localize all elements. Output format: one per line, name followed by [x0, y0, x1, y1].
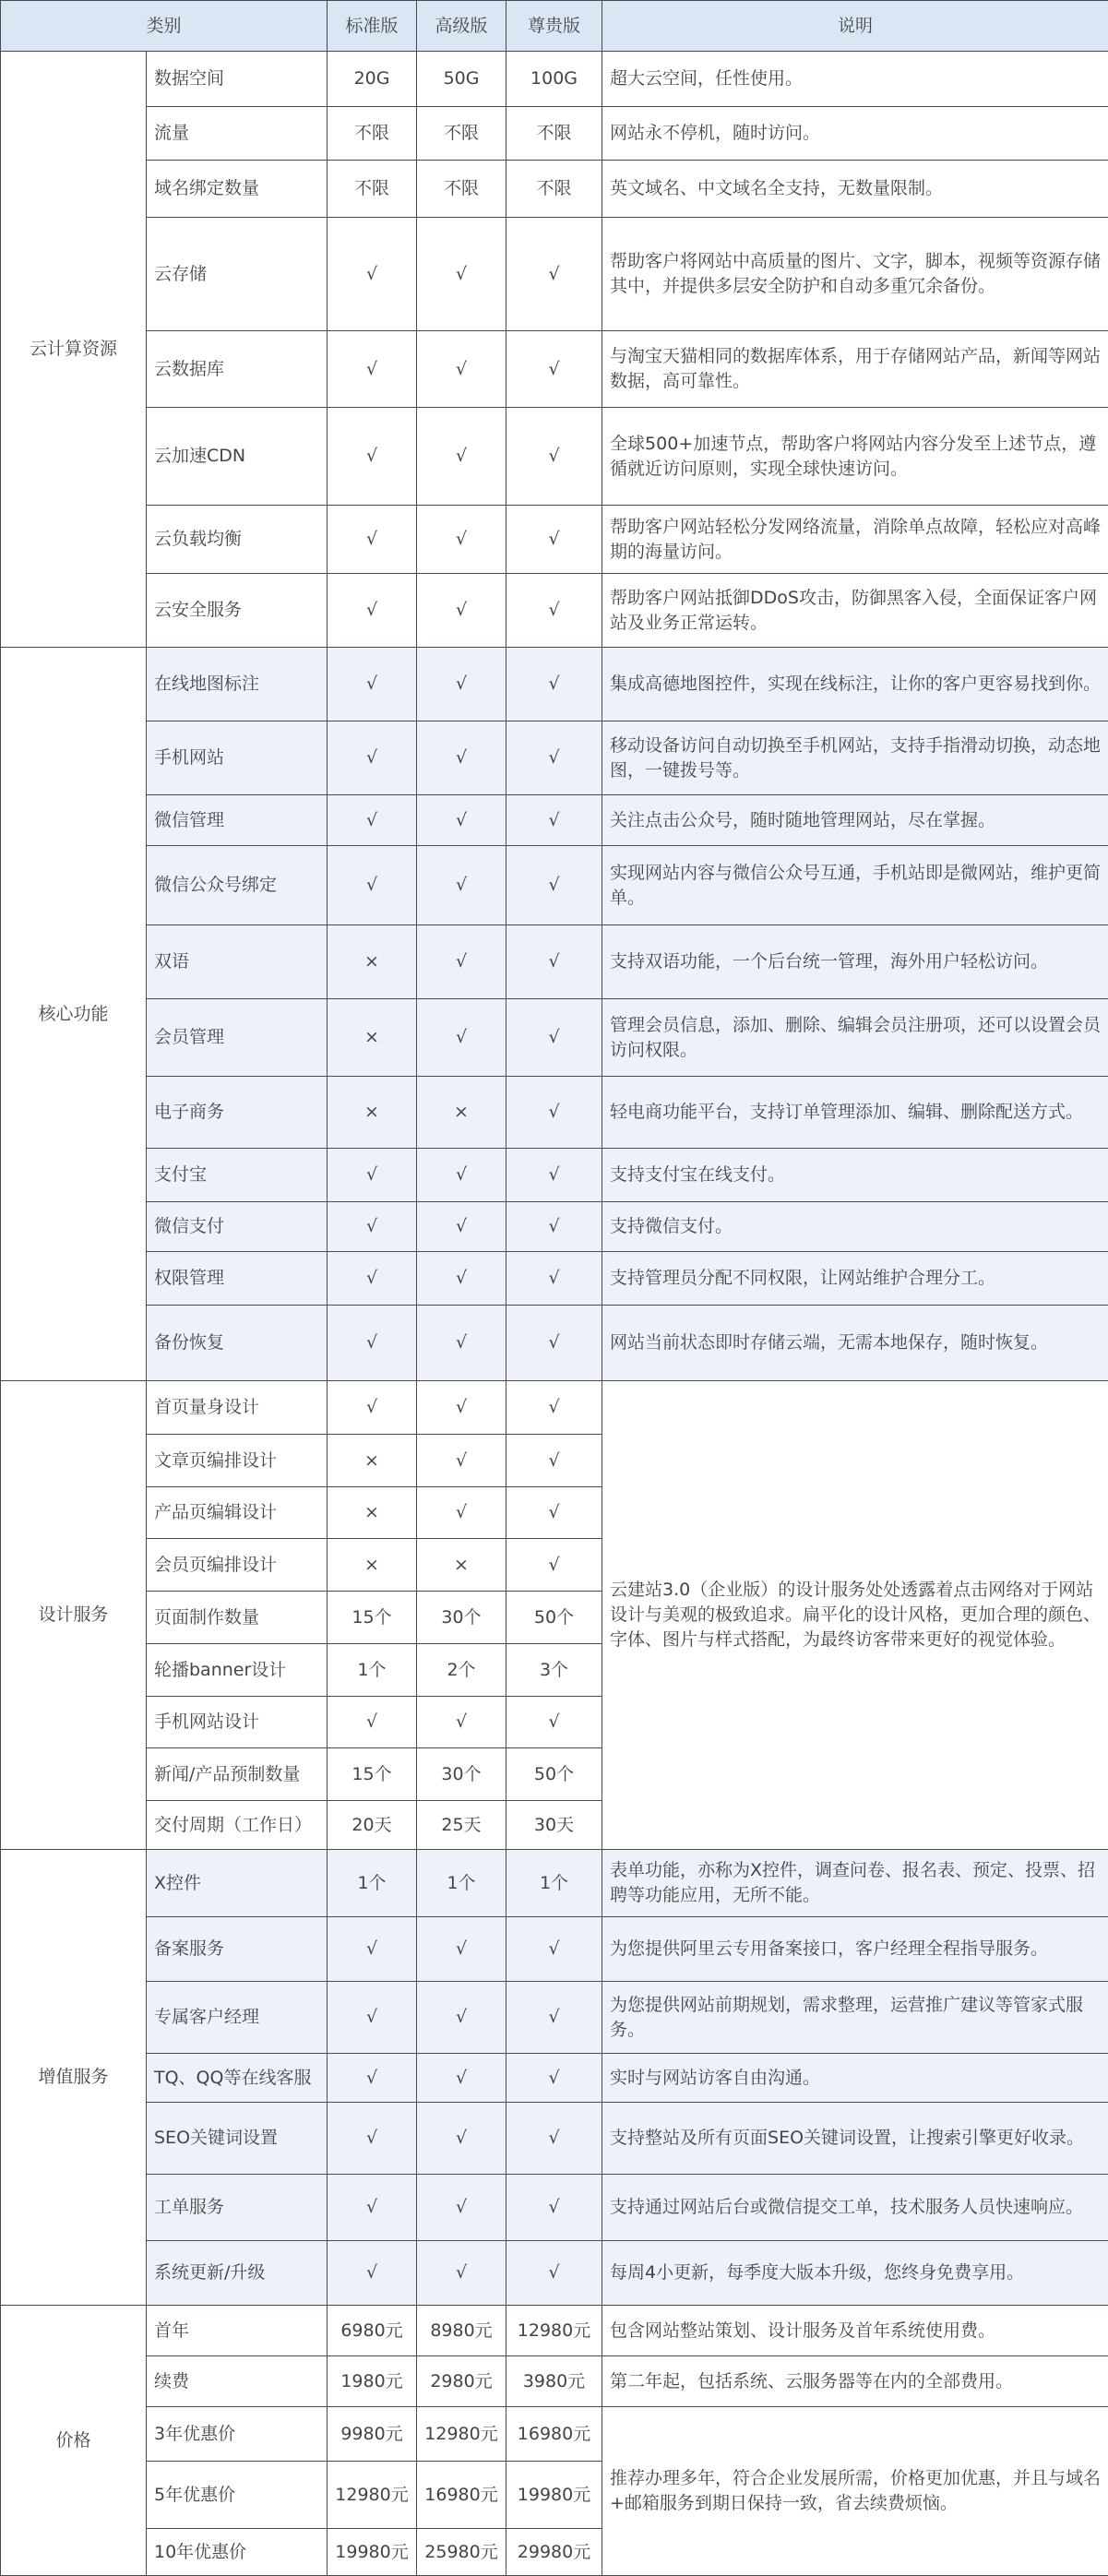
description-cell: 包含网站整站策划、设计服务及首年系统使用费。 [602, 2306, 1108, 2356]
advanced-value: √ [417, 1202, 506, 1252]
feature-name: 云数据库 [147, 331, 328, 408]
advanced-value: 8980元 [417, 2306, 506, 2356]
feature-name: 交付周期（工作日） [147, 1801, 328, 1850]
feature-name: 会员页编排设计 [147, 1539, 328, 1592]
premium-value: √ [506, 574, 602, 648]
premium-value: √ [506, 925, 602, 999]
standard-value: √ [328, 408, 417, 506]
advanced-value: √ [417, 2241, 506, 2306]
feature-name: TQ、QQ等在线客服 [147, 2054, 328, 2103]
premium-value: √ [506, 795, 602, 846]
advanced-value: √ [417, 1252, 506, 1306]
standard-value: √ [328, 2241, 417, 2306]
premium-value: √ [506, 2054, 602, 2103]
advanced-value: 2个 [417, 1644, 506, 1697]
standard-value: √ [328, 722, 417, 795]
feature-name: 3年优惠价 [147, 2407, 328, 2462]
standard-value: √ [328, 1381, 417, 1435]
category-cell: 核心功能 [1, 648, 147, 1381]
standard-value: √ [328, 2054, 417, 2103]
category-cell: 增值服务 [1, 1850, 147, 2306]
advanced-value: 1个 [417, 1850, 506, 1917]
standard-value: × [328, 1539, 417, 1592]
table-row [1, 574, 1108, 648]
description-cell: 为您提供网站前期规划，需求整理，运营推广建议等管家式服务。 [602, 1982, 1108, 2054]
table-row [1, 2054, 1108, 2103]
advanced-value: 25980元 [417, 2529, 506, 2576]
standard-value: 不限 [328, 107, 417, 161]
advanced-value: √ [417, 846, 506, 925]
premium-value: √ [506, 2103, 602, 2175]
advanced-value: √ [417, 1697, 506, 1748]
table-row [1, 1982, 1108, 2054]
table-row [1, 2103, 1108, 2175]
standard-value: × [328, 925, 417, 999]
table-row [1, 506, 1108, 574]
premium-value: 不限 [506, 107, 602, 161]
description-cell: 移动设备访问自动切换至手机网站，支持手指滑动切换，动态地图，一键拨号等。 [602, 722, 1108, 795]
description-cell: 轻电商功能平台，支持订单管理添加、编辑、删除配送方式。 [602, 1077, 1108, 1149]
advanced-value: 50G [417, 52, 506, 107]
premium-value: 12980元 [506, 2306, 602, 2356]
table-row [1, 1077, 1108, 1149]
advanced-value: 30个 [417, 1748, 506, 1801]
advanced-value: √ [417, 408, 506, 506]
promo-description: 推荐办理多年，符合企业发展所需，价格更加优惠，并且与域名+邮箱服务到期日保持一致，省去续费烦恼。 [602, 2407, 1108, 2576]
advanced-value: 16980元 [417, 2462, 506, 2529]
standard-value: √ [328, 1202, 417, 1252]
standard-value: √ [328, 1149, 417, 1202]
premium-value: √ [506, 506, 602, 574]
feature-name: 产品页编辑设计 [147, 1487, 328, 1539]
description-cell: 英文域名、中文域名全支持，无数量限制。 [602, 161, 1108, 218]
feature-name: 电子商务 [147, 1077, 328, 1149]
advanced-value: 25天 [417, 1801, 506, 1850]
description-cell: 帮助客户网站抵御DDoS攻击，防御黑客入侵，全面保证客户网站及业务正常运转。 [602, 574, 1108, 648]
description-cell: 帮助客户网站轻松分发网络流量，消除单点故障，轻松应对高峰期的海量访问。 [602, 506, 1108, 574]
standard-value: √ [328, 1306, 417, 1381]
table-row [1, 999, 1108, 1077]
advanced-value: √ [417, 1306, 506, 1381]
table-row [1, 2241, 1108, 2306]
standard-value: √ [328, 574, 417, 648]
description-cell: 帮助客户将网站中高质量的图片、文字，脚本，视频等资源存储其中，并提供多层安全防护和自动多重冗余备份。 [602, 218, 1108, 331]
standard-value: √ [328, 331, 417, 408]
table-row [1, 846, 1108, 925]
premium-value: √ [506, 648, 602, 722]
table-row [1, 107, 1108, 161]
premium-value: √ [506, 1149, 602, 1202]
advanced-value: √ [417, 795, 506, 846]
description-cell: 支持双语功能，一个后台统一管理，海外用户轻松访问。 [602, 925, 1108, 999]
description-cell: 云建站3.0（企业版）的设计服务处处透露着点击网络对于网站设计与美观的极致追求。扁平化的设计风格，更加合理的颜色、字体、图片与样式搭配，为最终访客带来更好的视觉体验。 [602, 1381, 1108, 1850]
table-row [1, 1149, 1108, 1202]
standard-value: √ [328, 218, 417, 331]
advanced-value: √ [417, 722, 506, 795]
table-row [1, 1381, 1108, 1435]
feature-name: 文章页编排设计 [147, 1435, 328, 1487]
advanced-value: √ [417, 1435, 506, 1487]
description-cell: 每周4小更新，每季度大版本升级，您终身免费享用。 [602, 2241, 1108, 2306]
advanced-value: 不限 [417, 107, 506, 161]
table-row [1, 408, 1108, 506]
standard-value: 9980元 [328, 2407, 417, 2462]
advanced-value: √ [417, 331, 506, 408]
premium-value: √ [506, 1982, 602, 2054]
premium-value: √ [506, 1487, 602, 1539]
premium-value: 29980元 [506, 2529, 602, 2576]
standard-value: 15个 [328, 1748, 417, 1801]
advanced-value: 不限 [417, 161, 506, 218]
feature-name: 微信支付 [147, 1202, 328, 1252]
description-cell: 全球500+加速节点，帮助客户将网站内容分发至上述节点，遵循就近访问原则，实现全球快速访问。 [602, 408, 1108, 506]
advanced-value: √ [417, 2103, 506, 2175]
premium-value: √ [506, 722, 602, 795]
standard-value: √ [328, 795, 417, 846]
feature-name: 云负载均衡 [147, 506, 328, 574]
header-premium: 尊贵版 [506, 1, 602, 52]
feature-name: 会员管理 [147, 999, 328, 1077]
description-cell: 支持支付宝在线支付。 [602, 1149, 1108, 1202]
advanced-value: √ [417, 999, 506, 1077]
feature-name: 手机网站设计 [147, 1697, 328, 1748]
feature-name: 在线地图标注 [147, 648, 328, 722]
standard-value: 1个 [328, 1644, 417, 1697]
header-standard: 标准版 [328, 1, 417, 52]
standard-value: √ [328, 506, 417, 574]
table-row [1, 2356, 1108, 2407]
premium-value: √ [506, 1077, 602, 1149]
standard-value: × [328, 1435, 417, 1487]
premium-value: 3980元 [506, 2356, 602, 2407]
feature-name: 支付宝 [147, 1149, 328, 1202]
description-cell: 支持整站及所有页面SEO关键词设置，让搜索引擎更好收录。 [602, 2103, 1108, 2175]
premium-value: √ [506, 218, 602, 331]
table-row [1, 1917, 1108, 1982]
description-cell: 集成高德地图控件，实现在线标注，让你的客户更容易找到你。 [602, 648, 1108, 722]
premium-value: √ [506, 1252, 602, 1306]
standard-value: 1980元 [328, 2356, 417, 2407]
description-cell: 网站永不停机，随时访问。 [602, 107, 1108, 161]
feature-name: 备案服务 [147, 1917, 328, 1982]
description-cell: 实现网站内容与微信公众号互通，手机站即是微网站，维护更简单。 [602, 846, 1108, 925]
feature-name: 备份恢复 [147, 1306, 328, 1381]
standard-value: √ [328, 846, 417, 925]
feature-name: 页面制作数量 [147, 1592, 328, 1644]
description-cell: 网站当前状态即时存储云端，无需本地保存，随时恢复。 [602, 1306, 1108, 1381]
premium-value: 16980元 [506, 2407, 602, 2462]
premium-value: √ [506, 1381, 602, 1435]
table-row [1, 795, 1108, 846]
standard-value: √ [328, 2175, 417, 2241]
description-cell: 表单功能，亦称为X控件，调查问卷、报名表、预定、投票、招聘等功能应用，无所不能。 [602, 1850, 1108, 1917]
feature-name: 云加速CDN [147, 408, 328, 506]
feature-name: 5年优惠价 [147, 2462, 328, 2529]
premium-value: 50个 [506, 1592, 602, 1644]
feature-name: 首年 [147, 2306, 328, 2356]
feature-name: X控件 [147, 1850, 328, 1917]
feature-name: 手机网站 [147, 722, 328, 795]
premium-value: √ [506, 1697, 602, 1748]
standard-value: × [328, 999, 417, 1077]
feature-name: SEO关键词设置 [147, 2103, 328, 2175]
standard-value: √ [328, 1982, 417, 2054]
premium-value: √ [506, 999, 602, 1077]
advanced-value: √ [417, 2054, 506, 2103]
premium-value: √ [506, 408, 602, 506]
header-category: 类别 [1, 1, 328, 52]
premium-value: √ [506, 1539, 602, 1592]
category-cell: 价格 [1, 2306, 147, 2576]
premium-value: √ [506, 2241, 602, 2306]
description-cell: 支持通过网站后台或微信提交工单，技术服务人员快速响应。 [602, 2175, 1108, 2241]
feature-name: 数据空间 [147, 52, 328, 107]
premium-value: 50个 [506, 1748, 602, 1801]
description-cell: 管理会员信息，添加、删除、编辑会员注册项，还可以设置会员访问权限。 [602, 999, 1108, 1077]
table-row [1, 1850, 1108, 1917]
advanced-value: √ [417, 925, 506, 999]
description-cell: 与淘宝天猫相同的数据库体系，用于存储网站产品，新闻等网站数据，高可靠性。 [602, 331, 1108, 408]
standard-value: 20天 [328, 1801, 417, 1850]
description-cell: 为您提供阿里云专用备案接口，客户经理全程指导服务。 [602, 1917, 1108, 1982]
premium-value: √ [506, 1435, 602, 1487]
description-cell: 第二年起，包括系统、云服务器等在内的全部费用。 [602, 2356, 1108, 2407]
standard-value: 12980元 [328, 2462, 417, 2529]
advanced-value: √ [417, 218, 506, 331]
description-cell: 支持管理员分配不同权限，让网站维护合理分工。 [602, 1252, 1108, 1306]
premium-value: √ [506, 1202, 602, 1252]
advanced-value: √ [417, 506, 506, 574]
table-row [1, 2175, 1108, 2241]
table-row [1, 2306, 1108, 2356]
standard-value: √ [328, 648, 417, 722]
standard-value: 6980元 [328, 2306, 417, 2356]
table-row [1, 161, 1108, 218]
premium-value: 19980元 [506, 2462, 602, 2529]
table-row [1, 218, 1108, 331]
table-row [1, 648, 1108, 722]
table-row [1, 2407, 1108, 2462]
advanced-value: √ [417, 1982, 506, 2054]
standard-value: 1个 [328, 1850, 417, 1917]
premium-value: √ [506, 1917, 602, 1982]
table-row [1, 925, 1108, 999]
description-cell: 支持微信支付。 [602, 1202, 1108, 1252]
advanced-value: √ [417, 2175, 506, 2241]
feature-name: 流量 [147, 107, 328, 161]
feature-name: 微信公众号绑定 [147, 846, 328, 925]
feature-name: 专属客户经理 [147, 1982, 328, 2054]
feature-name: 权限管理 [147, 1252, 328, 1306]
premium-value: 100G [506, 52, 602, 107]
feature-name: 域名绑定数量 [147, 161, 328, 218]
advanced-value: √ [417, 574, 506, 648]
feature-name: 轮播banner设计 [147, 1644, 328, 1697]
description-cell: 超大云空间，任性使用。 [602, 52, 1108, 107]
advanced-value: √ [417, 648, 506, 722]
table-row [1, 52, 1108, 107]
advanced-value: √ [417, 1487, 506, 1539]
feature-name: 云安全服务 [147, 574, 328, 648]
advanced-value: 12980元 [417, 2407, 506, 2462]
feature-name: 工单服务 [147, 2175, 328, 2241]
premium-value: 1个 [506, 1850, 602, 1917]
category-cell: 云计算资源 [1, 52, 147, 648]
feature-name: 新闻/产品预制数量 [147, 1748, 328, 1801]
premium-value: 30天 [506, 1801, 602, 1850]
advanced-value: √ [417, 1149, 506, 1202]
category-cell: 设计服务 [1, 1381, 147, 1850]
feature-name: 系统更新/升级 [147, 2241, 328, 2306]
table-row [1, 1202, 1108, 1252]
standard-value: × [328, 1077, 417, 1149]
standard-value: √ [328, 1252, 417, 1306]
standard-value: × [328, 1487, 417, 1539]
advanced-value: 2980元 [417, 2356, 506, 2407]
feature-name: 微信管理 [147, 795, 328, 846]
header-description: 说明 [602, 1, 1108, 52]
standard-value: √ [328, 1697, 417, 1748]
standard-value: 不限 [328, 161, 417, 218]
premium-value: √ [506, 1306, 602, 1381]
feature-name: 首页量身设计 [147, 1381, 328, 1435]
header-advanced: 高级版 [417, 1, 506, 52]
standard-value: 20G [328, 52, 417, 107]
table-row [1, 722, 1108, 795]
premium-value: √ [506, 2175, 602, 2241]
advanced-value: √ [417, 1381, 506, 1435]
premium-value: 3个 [506, 1644, 602, 1697]
description-cell: 实时与网站访客自由沟通。 [602, 2054, 1108, 2103]
feature-name: 双语 [147, 925, 328, 999]
standard-value: √ [328, 1917, 417, 1982]
standard-value: 15个 [328, 1592, 417, 1644]
feature-name: 云存储 [147, 218, 328, 331]
premium-value: √ [506, 331, 602, 408]
standard-value: √ [328, 2103, 417, 2175]
standard-value: 19980元 [328, 2529, 417, 2576]
premium-value: 不限 [506, 161, 602, 218]
advanced-value: × [417, 1539, 506, 1592]
advanced-value: √ [417, 1917, 506, 1982]
advanced-value: × [417, 1077, 506, 1149]
advanced-value: 30个 [417, 1592, 506, 1644]
description-cell: 关注点击公众号，随时随地管理网站，尽在掌握。 [602, 795, 1108, 846]
feature-name: 续费 [147, 2356, 328, 2407]
table-row [1, 331, 1108, 408]
table-row [1, 1306, 1108, 1381]
table-row [1, 1252, 1108, 1306]
feature-name: 10年优惠价 [147, 2529, 328, 2576]
premium-value: √ [506, 846, 602, 925]
header-row [1, 1, 1108, 52]
